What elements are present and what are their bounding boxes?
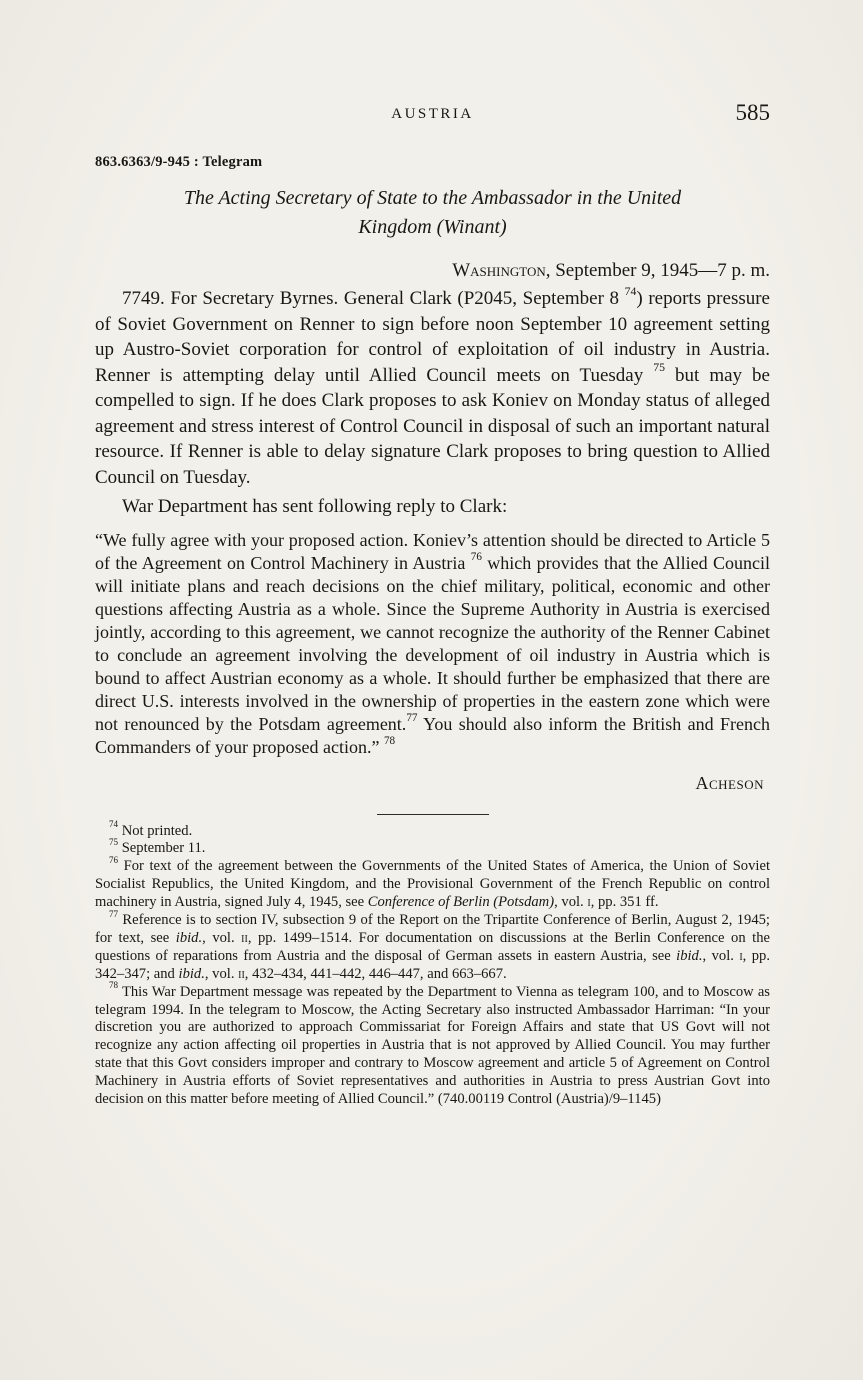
- footnote-76: $^{76}$ For text of the agreement between the Governments of the United States of America, the Union of Soviet Socialist Republics, the United Kingdom, and the Provisional Government of the French Republic on control machinery in Austria, signed July 4, 1945, see Conference of Berlin (Potsdam), vol. i, pp. 351 ff.: [95, 855, 770, 911]
- footnote-78: $^{78}$ This War Department message was repeated by the Department to Vienna as telegram 100, and to Moscow as telegram 1994. In the telegram to Moscow, the Acting Secretary also instructed Ambassador Harriman: “In your discretion you are authorized to approach Commissariat for Foreign Affairs and state that US Govt will not recognize any action affecting oil properties in Austria that is not approved by Allied Council. You may further state that this Govt considers improper and contrary to Moscow agreement and article 5 of Agreement on Control Machinery in Austria efforts of Soviet representatives and authorities in Austria to press Austrian Govt into decision on this matter before meeting of Allied Council.” (740.00119 Control (Austria)/9–1145): [95, 980, 770, 1108]
- page-number: 585: [735, 100, 770, 125]
- footnote-75: $^{75}$ September 11.: [109, 837, 206, 857]
- dateline-place: Washington: [452, 260, 546, 281]
- dateline-date: , September 9, 1945—7 p. m.: [545, 260, 770, 281]
- document-title-line1: The Acting Secretary of State to the Ambassador in the United: [183, 187, 682, 209]
- footnote-separator-rule: [377, 814, 489, 815]
- document-title-line2: Kingdom (Winant): [358, 216, 507, 238]
- footnote-74: $^{74}$ Not printed.: [109, 819, 193, 839]
- signature: Acheson: [695, 772, 764, 793]
- document-title: [95, 184, 770, 242]
- footnote-77: $^{77}$ Reference is to section IV, subsection 9 of the Report on the Tripartite Conference of Berlin, August 2, 1945; for text, see ibid., vol. ii, pp. 1499–1514. For documentation on discussions at the Berlin Conference on the questions of reparations from Austria and the disposal of German assets in eastern Austria, see ibid., vol. i, pp. 342–347; and ibid., vol. ii, 432–434, 441–442, 446–447, and 663–667.: [95, 908, 770, 982]
- page-header: [95, 100, 770, 128]
- dateline: [95, 260, 770, 282]
- running-header-title: AUSTRIA: [391, 106, 474, 122]
- body-paragraph-2: War Department has sent following reply to Clark:: [122, 496, 508, 517]
- quoted-war-department-reply: “We fully agree with your proposed action. Koniev’s attention should be directed to Article 5 of the Agreement on Control Machinery in Austria $^{76}$ which provides that the Allied Council will initiate plans and reach decisions on the chief military, political, economic and other questions affecting Austria as a whole. Since the Supreme Authority in Austria is exercised jointly, according to this agreement, we cannot recognize the authority of the Renner Cabinet to conclude an agreement involving the development of oil industry in Austria which is bound to affect Austrian economy as a whole. It should further be emphasized that there are direct U.S. interests involved in the ownership of properties in the eastern zone which were not renounced by the Potsdam agreement.$^{77}$ You should also inform the British and French Commanders of your proposed action.” $^{78}$: [95, 529, 770, 757]
- body-paragraph-1: 7749. For Secretary Byrnes. General Clark (P2045, September 8 $^{74}$) reports pressure of Soviet Government on Renner to sign before noon September 10 agreement setting up Austro-Soviet corporation for control of exploitation of oil industry in Austria. Renner is attempting delay until Allied Council meets on Tuesday $^{75}$ but may be compelled to sign. If he does Clark proposes to ask Koniev on Monday status of alleged agreement and stress interest of Control Council in disposal of such an important natural resource. If Renner is able to delay signature Clark proposes to bring question to Allied Council on Tuesday.: [95, 284, 770, 488]
- footnotes-section: [95, 819, 770, 1110]
- file-reference-line: 863.6363/9-945 : Telegram: [95, 154, 263, 170]
